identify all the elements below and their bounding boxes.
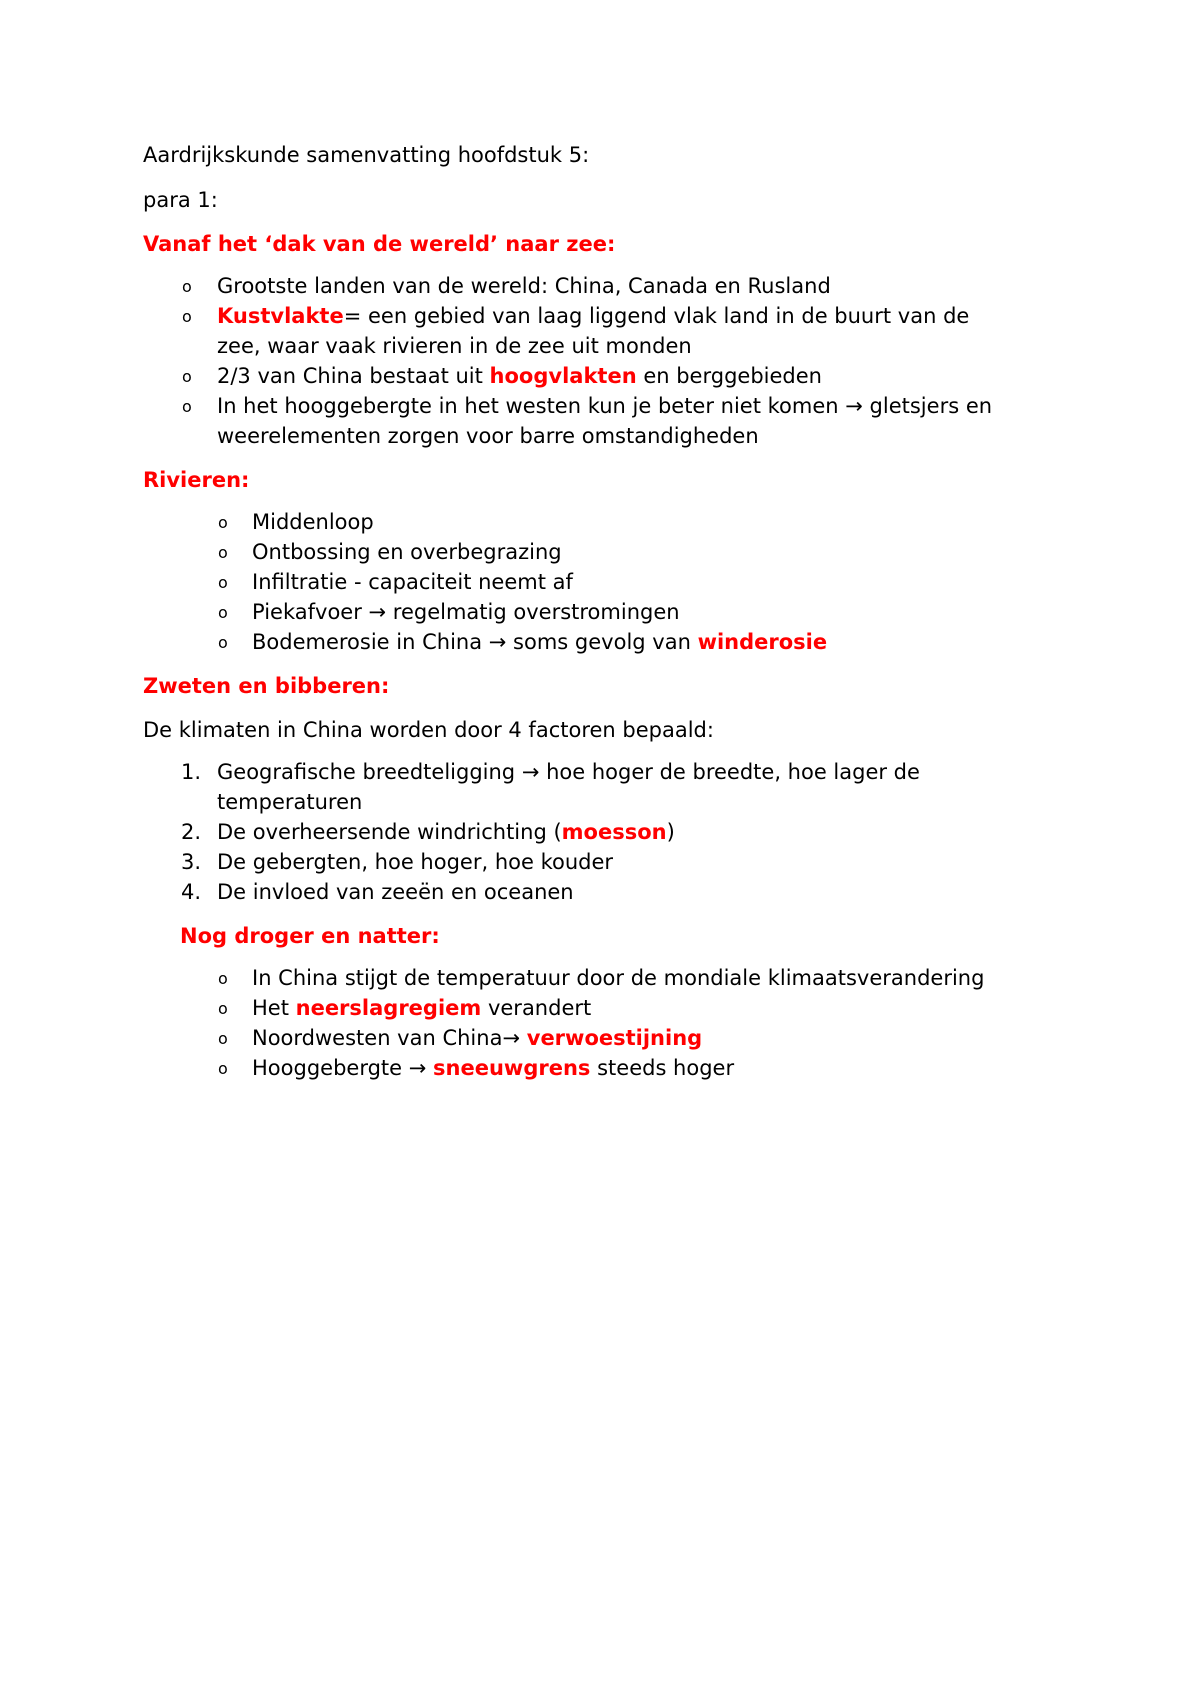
list-item: [143, 301, 1083, 361]
bullet-marker: o: [182, 307, 192, 326]
section-3-numbered-list: [143, 757, 1083, 907]
list-item: [143, 993, 1083, 1023]
section-heading-zweten-en-bibberen: Zweten en bibberen:: [143, 674, 390, 698]
list-item-text: regelmatig overstromingen: [386, 600, 680, 624]
list-item-text: en berggebieden: [636, 364, 822, 388]
document-content: [143, 140, 1083, 1083]
list-item-text: Middenloop: [252, 510, 374, 534]
list-item-text: hoe hoger de breedte, hoe lager de: [539, 760, 920, 784]
arrow-right-icon: →: [502, 1026, 521, 1050]
list-item: [143, 1023, 1083, 1053]
list-item: [143, 507, 1083, 537]
list-item-text: gletsjers en: [862, 394, 993, 418]
list-item-text-continued: temperaturen: [217, 790, 363, 814]
list-item-text: In China stijgt de temperatuur door de mondiale klimaatsverandering: [252, 966, 985, 990]
section-heading-rivieren: Rivieren:: [143, 468, 250, 492]
arrow-right-icon: →: [521, 760, 540, 784]
list-number: 3.: [181, 850, 202, 874]
term-sneeuwgrens: sneeuwgrens: [433, 1056, 591, 1080]
list-item-text-continued: zee, waar vaak rivieren in de zee uit monden: [217, 334, 692, 358]
term-neerslagregiem: neerslagregiem: [295, 996, 482, 1020]
list-item-text: Het: [252, 996, 296, 1020]
bullet-marker: o: [218, 573, 228, 592]
term-moesson: moesson: [561, 820, 667, 844]
list-item: [143, 391, 1083, 451]
list-item: [143, 963, 1083, 993]
section-2-list: [143, 507, 1083, 657]
list-item-text: De gebergten, hoe hoger, hoe kouder: [217, 850, 614, 874]
list-item-text: Geografische breedteligging: [217, 760, 522, 784]
list-item-text: = een gebied van laag liggend vlak land in de buurt van de: [343, 304, 970, 328]
term-kustvlakte: Kustvlakte: [217, 304, 344, 328]
list-item: [143, 627, 1083, 657]
term-hoogvlakten: hoogvlakten: [489, 364, 637, 388]
section-heading-dak-van-de-wereld: Vanaf het ‘dak van de wereld’ naar zee:: [143, 232, 616, 256]
section-intro: De klimaten in China worden door 4 factoren bepaald:: [143, 718, 714, 742]
list-item-text: verandert: [481, 996, 592, 1020]
paragraph-label: para 1:: [143, 188, 218, 212]
section-1-list: [143, 271, 1083, 451]
list-number: 1.: [181, 760, 202, 784]
list-item-text: Bodemerosie in China: [252, 630, 489, 654]
list-item-text: steeds hoger: [590, 1056, 735, 1080]
list-item-text: Ontbossing en overbegrazing: [252, 540, 562, 564]
bullet-marker: o: [218, 633, 228, 652]
list-item-text: Piekafvoer: [252, 600, 369, 624]
list-item-text: ): [666, 820, 675, 844]
list-item: [143, 847, 1083, 877]
bullet-marker: o: [218, 543, 228, 562]
list-item: [143, 567, 1083, 597]
list-item-text: In het hooggebergte in het westen kun je beter niet komen: [217, 394, 846, 418]
term-winderosie: winderosie: [697, 630, 828, 654]
list-item: [143, 817, 1083, 847]
bullet-marker: o: [218, 999, 228, 1018]
bullet-marker: o: [218, 513, 228, 532]
bullet-marker: o: [218, 1029, 228, 1048]
list-item-text: soms gevolg van: [506, 630, 698, 654]
arrow-right-icon: →: [488, 630, 507, 654]
list-item-text: [520, 1026, 527, 1050]
list-item-text: Infiltratie - capaciteit neemt af: [252, 570, 573, 594]
list-item: [143, 597, 1083, 627]
bullet-marker: o: [218, 969, 228, 988]
list-number: 4.: [181, 880, 202, 904]
list-item: [143, 1053, 1083, 1083]
list-item-text-continued: weerelementen zorgen voor barre omstandigheden: [217, 424, 759, 448]
list-item: [143, 361, 1083, 391]
list-item: [143, 877, 1083, 907]
term-verwoestijning: verwoestijning: [526, 1026, 703, 1050]
bullet-marker: o: [218, 1059, 228, 1078]
arrow-right-icon: →: [408, 1056, 427, 1080]
bullet-marker: o: [182, 277, 192, 296]
list-item-text: De overheersende windrichting (: [217, 820, 562, 844]
list-item: [143, 271, 1083, 301]
bullet-marker: o: [182, 397, 192, 416]
list-item: [143, 757, 1083, 817]
list-item-text: 2/3 van China bestaat uit: [217, 364, 490, 388]
document-title: Aardrijkskunde samenvatting hoofdstuk 5:: [143, 143, 590, 167]
list-item-text: De invloed van zeeën en oceanen: [217, 880, 574, 904]
arrow-right-icon: →: [368, 600, 387, 624]
list-item-text: Hooggebergte: [252, 1056, 409, 1080]
list-item: [143, 537, 1083, 567]
list-item-text: Grootste landen van de wereld: China, Canada en Rusland: [217, 274, 831, 298]
bullet-marker: o: [218, 603, 228, 622]
list-item-text: Noordwesten van China: [252, 1026, 503, 1050]
section-4-list: [143, 963, 1083, 1083]
section-heading-nog-droger-en-natter: Nog droger en natter:: [180, 924, 440, 948]
bullet-marker: o: [182, 367, 192, 386]
list-number: 2.: [181, 820, 202, 844]
arrow-right-icon: →: [845, 394, 863, 418]
